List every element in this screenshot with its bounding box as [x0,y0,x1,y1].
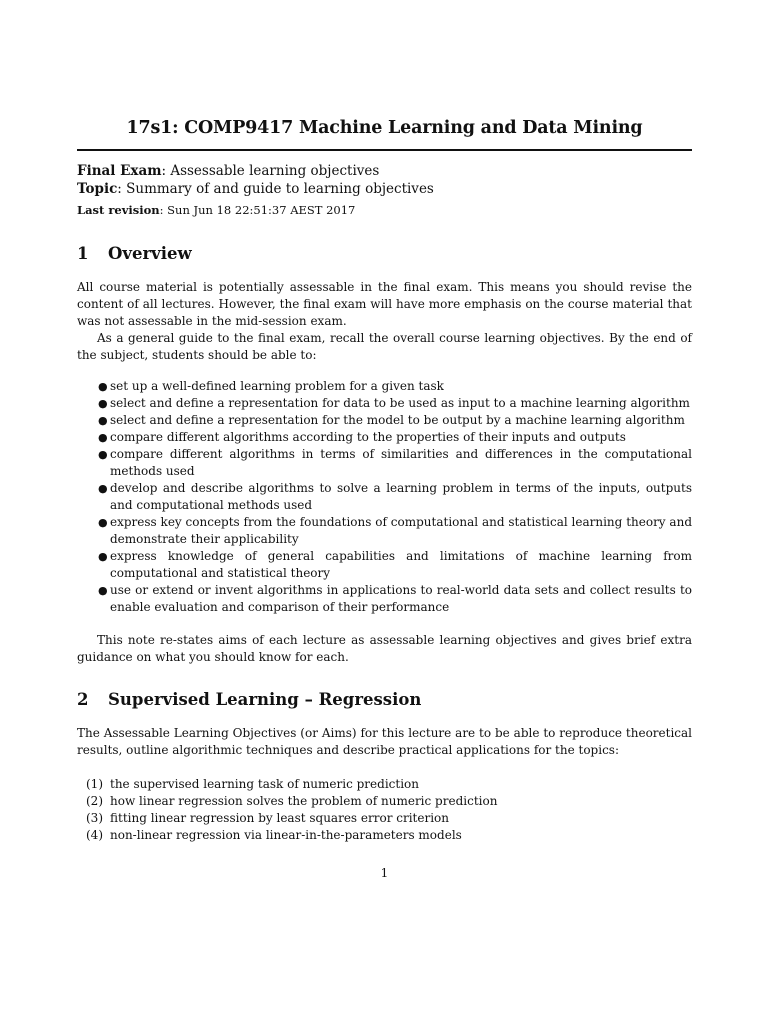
topic-item-text: the supervised learning task of numeric prediction [110,777,419,791]
objective-text: select and define a representation for data to be used as input to a machine learning algorithm [110,396,690,410]
objective-text: compare different algorithms in terms of similarities and differences in the computational methods used [110,447,692,478]
bullet-icon: ● [98,448,108,461]
topic-item-text: non-linear regression via linear-in-the-parameters models [110,828,462,842]
objective-text: express knowledge of general capabilities and limitations of machine learning from computational and statistical theory [110,549,692,580]
bullet-icon: ● [98,414,108,427]
revision-line [77,203,355,217]
topic-item-label: (1) [86,777,103,791]
bullet-icon: ● [98,431,108,444]
revision-label: Last revision [77,203,160,217]
topic-item-label: (4) [86,828,103,842]
section-2-number: 2 [77,690,89,709]
topic-item-label: (3) [86,811,103,825]
title-rule [77,149,692,151]
section-1-body [77,279,692,364]
objective-list-item [77,395,692,412]
objective-list-item [77,514,692,548]
section-2-heading [77,690,421,709]
topic-value: : Summary of and guide to learning objectives [117,181,434,197]
topic-list-item [77,793,692,810]
bullet-icon: ● [98,584,108,597]
section-1-paragraph-3: This note re-states aims of each lecture as assessable learning objectives and gives brief extra guidance on what you should know for each. [77,633,692,664]
section-2-title: Supervised Learning – Regression [108,690,422,709]
bullet-icon: ● [98,516,108,529]
topic-line [77,181,434,197]
document-title: 17s1: COMP9417 Machine Learning and Data Mining [126,118,643,138]
objectives-list-container [77,378,692,616]
section-1-paragraph-2: As a general guide to the final exam, recall the overall course learning objectives. By the end of the subject, students should be able to: [77,331,692,362]
section-1-title: Overview [108,244,192,263]
topic-item-text: how linear regression solves the problem of numeric prediction [110,794,498,808]
bullet-icon: ● [98,380,108,393]
section-2-paragraph-1: The Assessable Learning Objectives (or Aims) for this lecture are to be able to reproduce theoretical results, outline algorithmic techniques and describe practical applications for the topics: [77,726,692,757]
final-exam-line [77,163,379,179]
objective-list-item [77,412,692,429]
page-number: 1 [380,866,389,880]
final-exam-value: : Assessable learning objectives [161,163,380,179]
section-1-paragraph-1: All course material is potentially assessable in the final exam. This means you should revise the content of all lectures. However, the final exam will have more emphasis on the course material that was not assessable in the mid-session exam. [77,280,692,328]
final-exam-label: Final Exam [77,163,162,179]
objective-list-item [77,429,692,446]
topics-enumerated-list [77,776,692,844]
revision-value: : Sun Jun 18 22:51:37 AEST 2017 [159,203,356,217]
objective-list-item [77,446,692,480]
objective-text: use or extend or invent algorithms in applications to real-world data sets and collect results to enable evaluation and comparison of their performance [110,583,692,614]
bullet-icon: ● [98,550,108,563]
topic-item-text: fitting linear regression by least squares error criterion [110,811,449,825]
topic-list-item [77,776,692,793]
section-1-heading [77,244,192,263]
objective-text: set up a well-defined learning problem for a given task [110,379,444,393]
topic-list-item [77,827,692,844]
objective-list-item [77,378,692,395]
objectives-bullet-list [77,378,692,616]
topic-list-item [77,810,692,827]
objective-list-item [77,480,692,514]
section-1-number: 1 [77,244,89,263]
objective-text: express key concepts from the foundations of computational and statistical learning theory and demonstrate their applicability [110,515,692,546]
bullet-icon: ● [98,397,108,410]
bullet-icon: ● [98,482,108,495]
objective-list-item [77,582,692,616]
objective-text: select and define a representation for the model to be output by a machine learning algorithm [110,413,685,427]
topics-list-container [77,776,692,844]
objective-list-item [77,548,692,582]
document-page [77,0,692,1024]
objective-text: compare different algorithms according to the properties of their inputs and outputs [110,430,626,444]
topic-label: Topic [77,181,118,197]
section-1-closing [77,632,692,666]
topic-item-label: (2) [86,794,103,808]
section-2-body [77,725,692,759]
objective-text: develop and describe algorithms to solve a learning problem in terms of the inputs, outputs and computational methods used [110,481,692,512]
